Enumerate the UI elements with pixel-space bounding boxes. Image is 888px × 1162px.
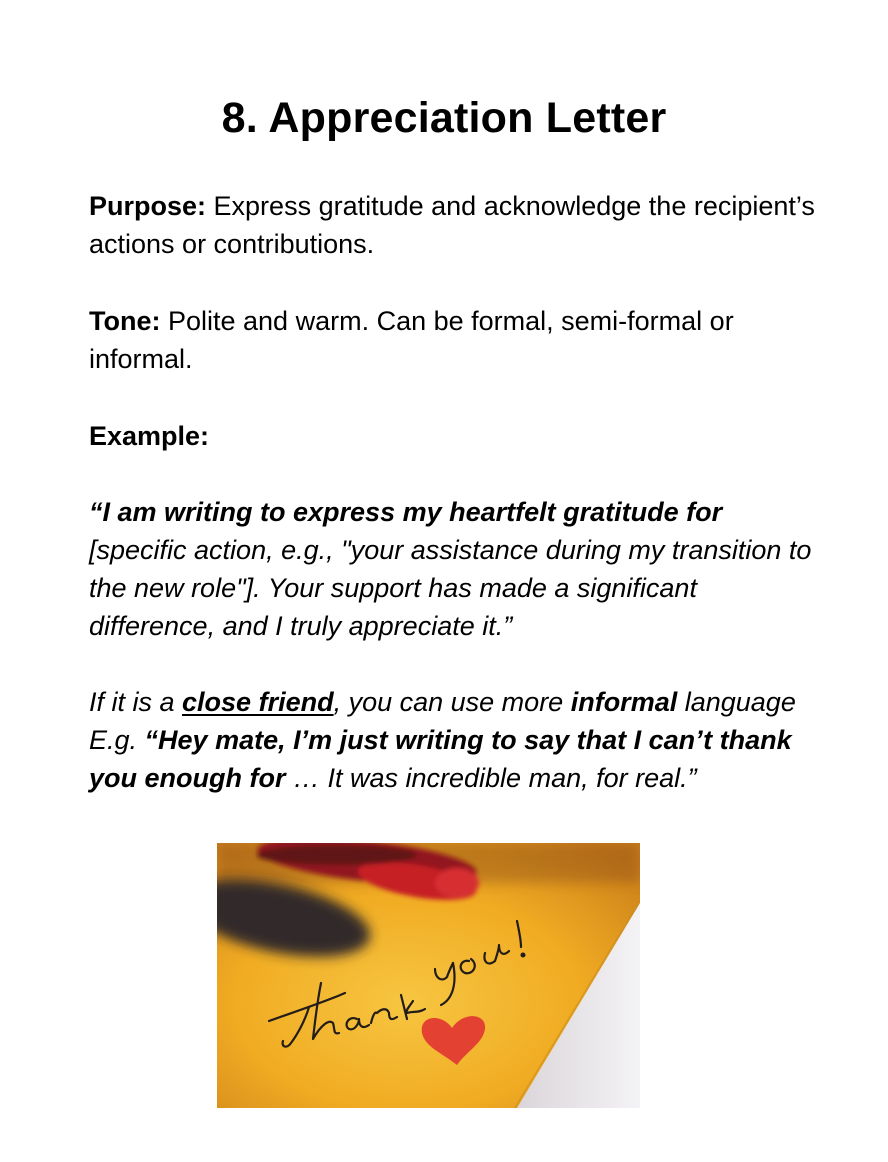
example-label: Example:	[89, 421, 210, 451]
friend-note-part3: language E.g.	[89, 687, 796, 755]
tone-text: Polite and warm. Can be formal, semi-formal or informal.	[89, 306, 734, 374]
friend-note-paragraph	[89, 683, 819, 797]
thank-you-illustration	[217, 843, 640, 1108]
friend-note-part2: , you can use more	[333, 687, 571, 717]
purpose-label: Purpose:	[89, 191, 207, 221]
example-bold-lead: “I am writing to express my heartfelt gratitude for	[89, 497, 723, 527]
example-rest: [specific action, e.g., "your assistance during my transition to the new role"]. Your support has made a significant difference, and I truly appreciate it.”	[89, 535, 812, 641]
friend-quote-bold: “Hey mate, I’m just writing to say that I can’t thank you enough for	[89, 725, 792, 793]
friend-note-part4: … It was incredible man, for real.”	[285, 763, 697, 793]
example-quote	[89, 493, 819, 645]
informal-text: informal	[570, 687, 678, 717]
tone-paragraph	[89, 302, 819, 378]
page-title: 8. Appreciation Letter	[221, 94, 667, 142]
purpose-paragraph	[89, 187, 819, 263]
tone-label: Tone:	[89, 306, 161, 336]
thank-you-photo	[217, 843, 640, 1108]
close-friend-text: close friend	[182, 687, 334, 717]
friend-note-part1: If it is a	[89, 687, 183, 717]
purpose-text: Express gratitude and acknowledge the recipient’s actions or contributions.	[89, 191, 815, 259]
